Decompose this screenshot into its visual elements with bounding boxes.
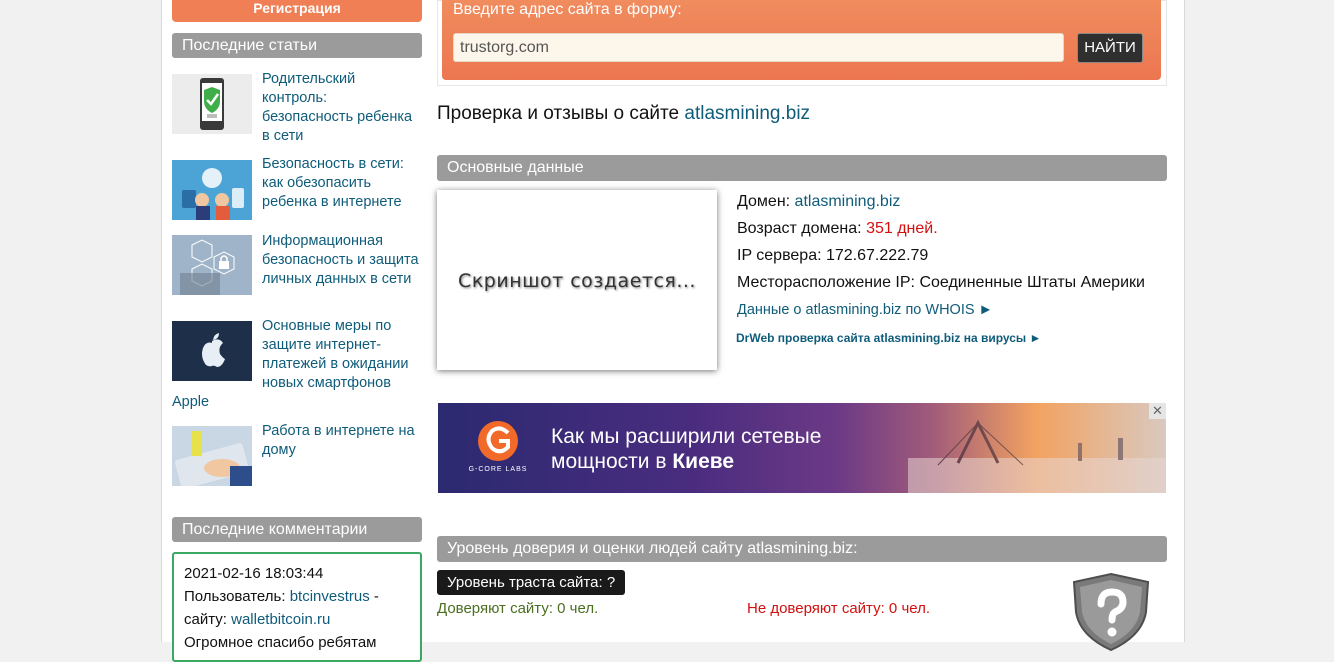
close-ad-icon[interactable]: ✕: [1149, 403, 1166, 419]
ip-location-value: Соединенные Штаты Америки: [919, 274, 1145, 291]
comment-date: 2021-02-16 18:03:44: [184, 565, 324, 582]
comment-card: [172, 552, 422, 662]
banner-line-2: [551, 449, 891, 474]
article-link-4[interactable]: Основные меры по защите интернет-платежей в ожидании новых смартфонов: [262, 318, 409, 391]
register-button[interactable]: Регистрация: [172, 0, 422, 22]
ip-location-label: Месторасположение IP:: [737, 274, 915, 291]
screenshot-status-text: Скриншот создается...: [458, 270, 696, 292]
domain-label: Домен:: [737, 193, 791, 210]
search-submit-button[interactable]: НАЙТИ: [1077, 33, 1143, 63]
page-title-site-link[interactable]: atlasmining.biz: [684, 103, 811, 124]
unknown-shield-icon: [1070, 572, 1152, 642]
comment-separator: -: [373, 588, 379, 605]
article-link-5[interactable]: Работа в интернете на дому: [262, 423, 415, 458]
domain-age-label: Возраст домена:: [737, 220, 862, 237]
page-title-prefix: Проверка и отзывы о сайте: [437, 103, 680, 124]
domain-age-value: 351 дней.: [866, 220, 938, 237]
comment-site-row: [184, 608, 410, 631]
comment-user-label: Пользователь:: [184, 588, 286, 605]
article-thumbnail-data-security[interactable]: [172, 235, 252, 295]
comment-user-link[interactable]: btcinvestrus: [289, 588, 370, 605]
drweb-virus-check-link[interactable]: DrWeb проверка сайта atlasmining.biz на вирусы ►: [736, 331, 1042, 345]
server-ip-value: 172.67.222.79: [825, 247, 929, 264]
banner-brand-label: G-CORE LABS: [468, 466, 528, 473]
article-thumbnail-child-safety[interactable]: [172, 160, 252, 220]
banner-line-2-prefix: мощности в: [551, 450, 667, 473]
article-link-2[interactable]: Безопасность в сети: как обезопасить ребенка в интернете: [262, 156, 404, 210]
latest-comments-heading: Последние комментарии: [172, 517, 422, 542]
domain-link[interactable]: atlasmining.biz: [794, 193, 901, 210]
banner-line-1: Как мы расширили сетевые: [551, 425, 822, 448]
site-screenshot: [437, 190, 717, 370]
banner-headline[interactable]: [551, 424, 891, 474]
comment-text: Огромное спасибо ребятам: [184, 634, 377, 651]
site-search-input[interactable]: [453, 33, 1064, 62]
trust-positive-count: Доверяют сайту: 0 чел.: [437, 600, 599, 617]
basic-data-heading: Основные данные: [437, 155, 1167, 181]
comment-meta: [184, 585, 410, 608]
article-thumbnail-apple[interactable]: [172, 321, 252, 381]
trust-negative-count: Не доверяют сайту: 0 чел.: [747, 600, 931, 617]
server-ip-label: IP сервера:: [737, 247, 822, 264]
latest-articles-heading: Последние статьи: [172, 33, 422, 58]
trust-level-badge: Уровень траста сайта: ?: [437, 570, 625, 595]
article-thumbnail-parental-control[interactable]: [172, 74, 252, 134]
article-thumbnail-work-home[interactable]: [172, 426, 252, 486]
trust-heading: Уровень доверия и оценки людей сайту atlasmining.biz:: [437, 536, 1167, 562]
domain-age-row: [737, 220, 938, 238]
whois-link[interactable]: Данные о atlasmining.biz по WHOIS ►: [737, 302, 993, 318]
article-link-4-tail[interactable]: Apple: [172, 394, 210, 410]
page-title: [437, 103, 810, 125]
comment-site-label: сайту:: [184, 611, 227, 628]
banner-line-2-bold: Киеве: [672, 450, 735, 473]
ip-location-row: [737, 274, 1145, 292]
article-link-3[interactable]: Информационная безопасность и защита личных данных в сети: [262, 233, 419, 287]
domain-row: [737, 193, 900, 211]
server-ip-row: [737, 247, 928, 265]
article-link-1[interactable]: Родительский контроль: безопасность ребенка в сети: [262, 71, 413, 144]
comment-site-link[interactable]: walletbitcoin.ru: [231, 611, 331, 628]
search-label: Введите адрес сайта в форму:: [453, 1, 682, 18]
